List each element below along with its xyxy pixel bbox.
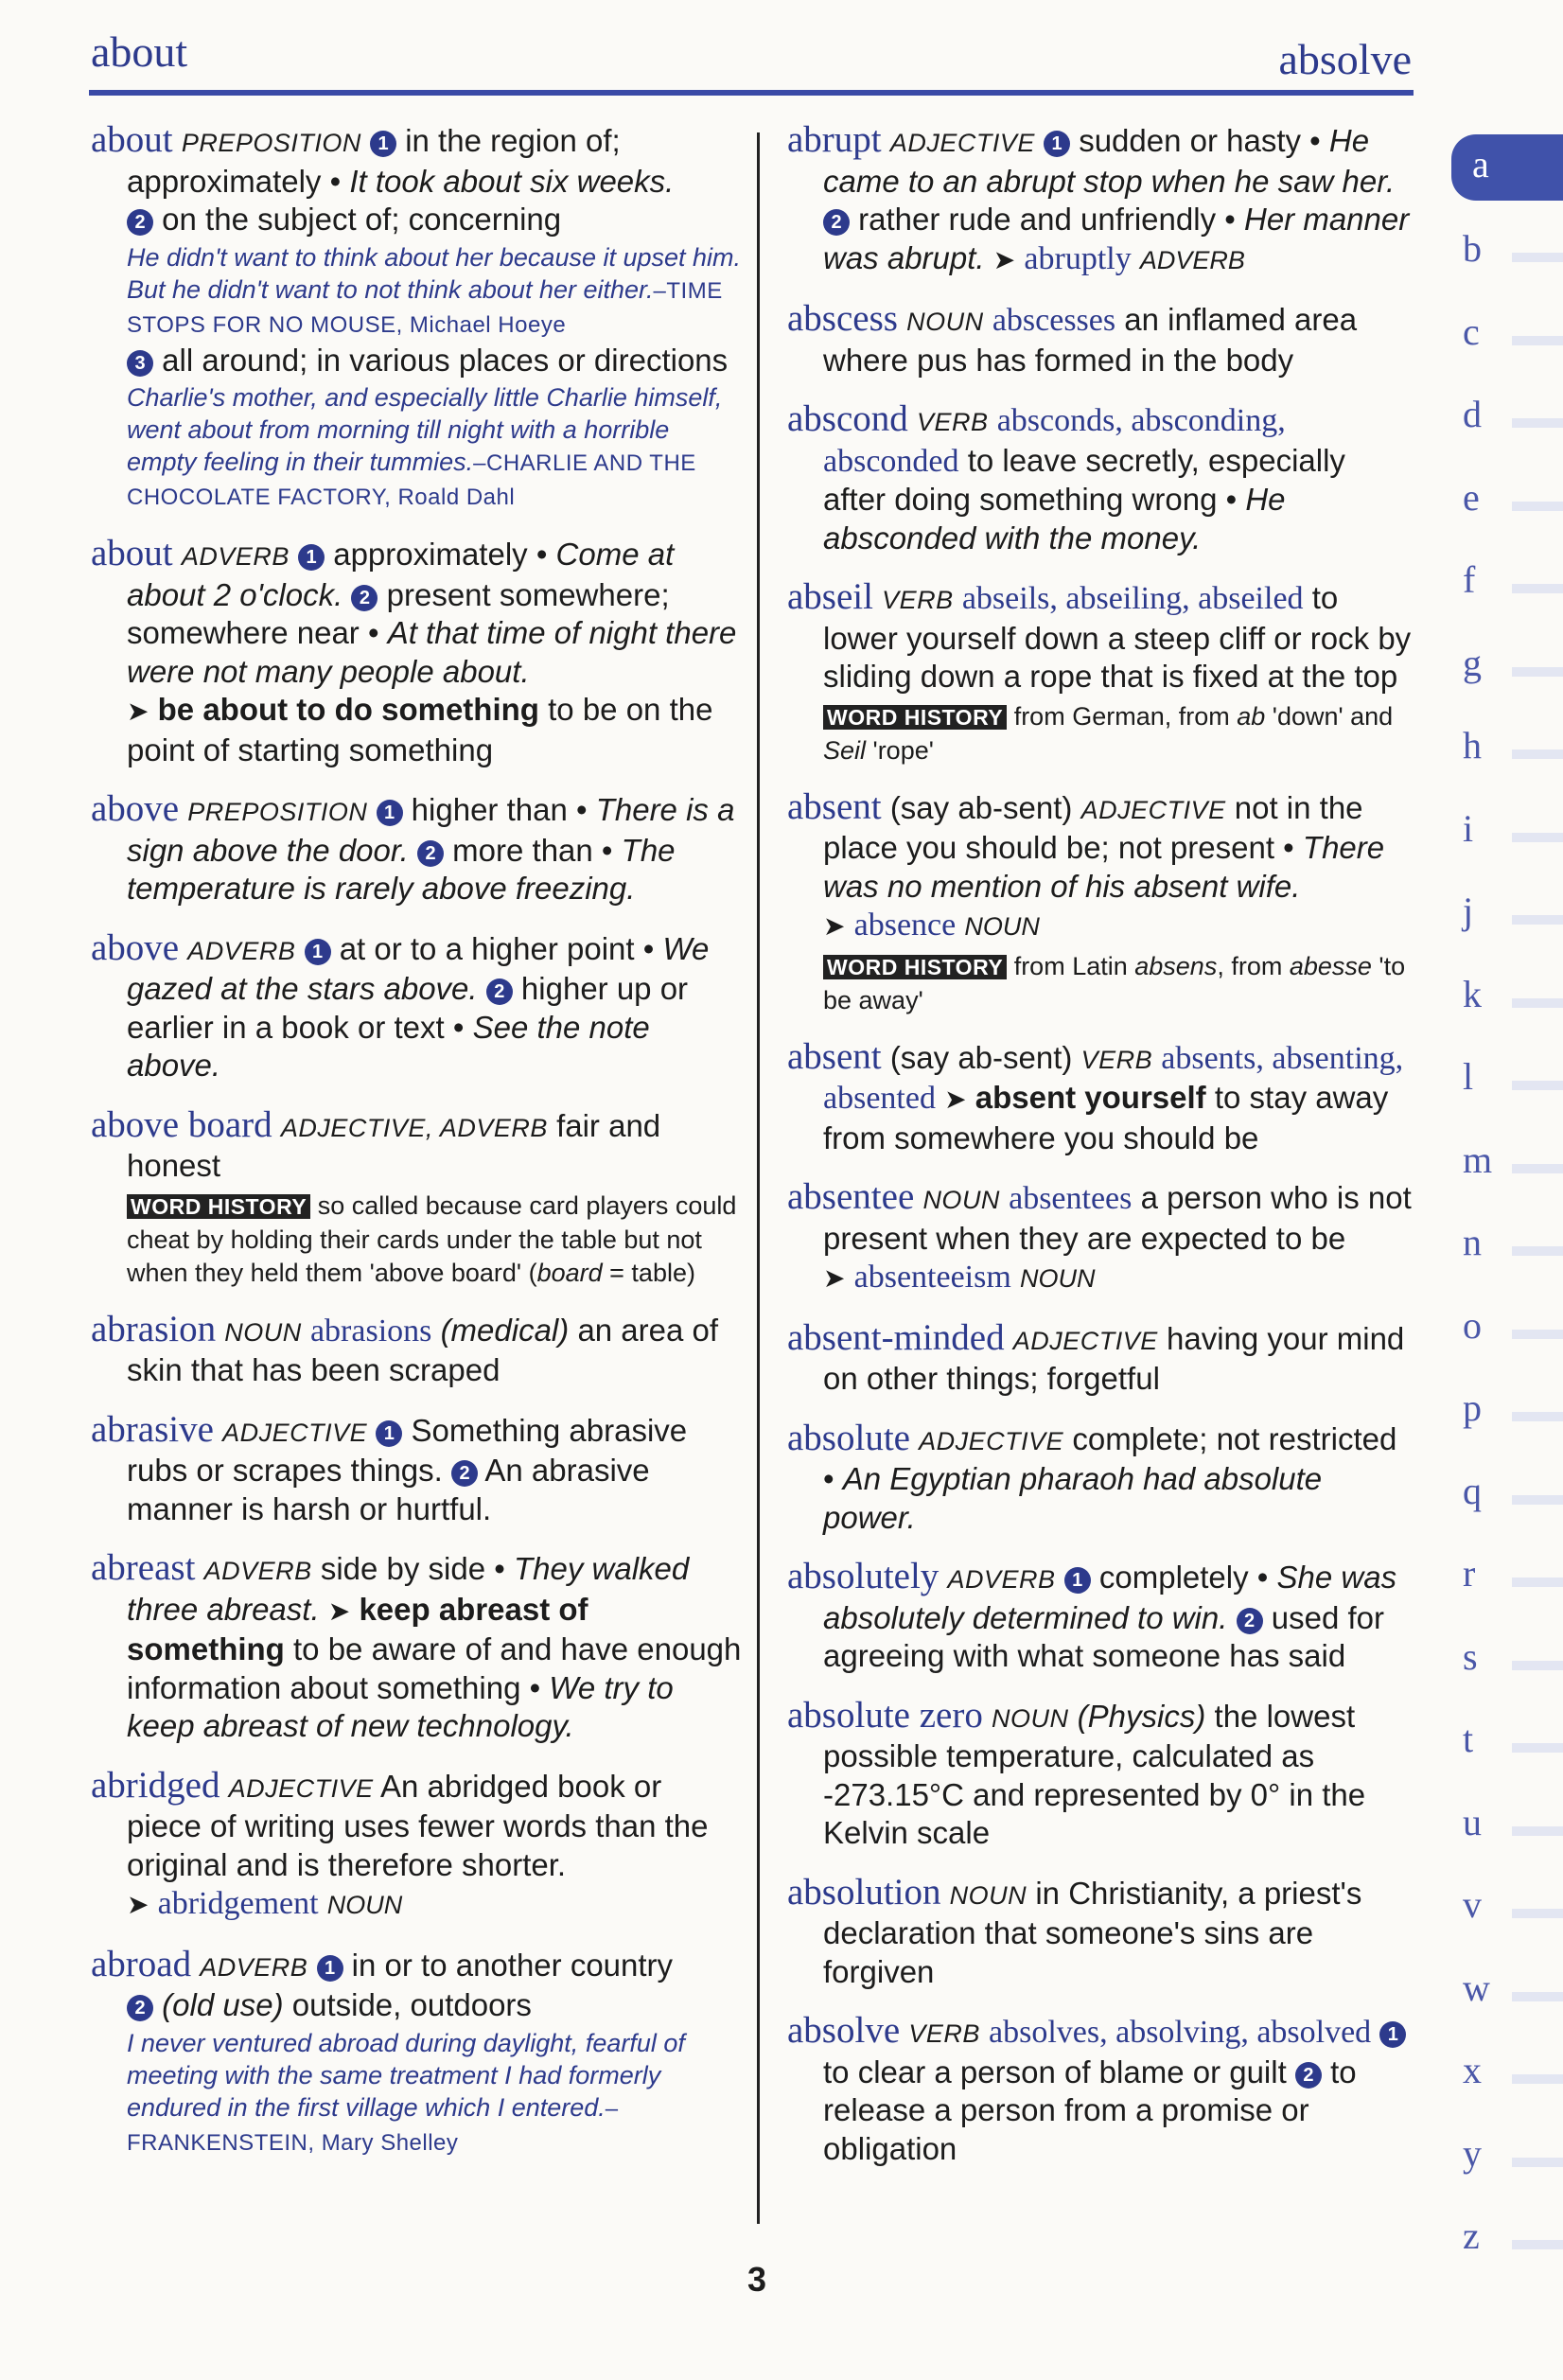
sense-number-1: 1 (1044, 131, 1070, 157)
tab-r[interactable] (1451, 1542, 1563, 1625)
part-of-speech: NOUN (922, 1186, 1000, 1214)
definition: complete; not restricted • (823, 1420, 1397, 1496)
literary-quote (127, 2027, 744, 2160)
tab-stripe (1512, 749, 1563, 759)
tab-stripe (1512, 584, 1563, 593)
derivative-line (823, 1258, 1412, 1298)
tab-k[interactable] (1451, 962, 1563, 1046)
derivative-pos: NOUN (1019, 1264, 1096, 1293)
part-of-speech: ADJECTIVE (222, 1418, 368, 1447)
tab-w[interactable] (1451, 1956, 1563, 2039)
sense-number-2: 2 (1295, 2062, 1322, 2089)
sense-1: to clear a person of blame or guilt (823, 2054, 1287, 2089)
sense-number-1: 1 (1064, 1567, 1091, 1594)
tab-stripe (1512, 253, 1563, 262)
sense-1: completely • (1098, 1560, 1269, 1595)
phrase: be about to do something (157, 692, 539, 727)
tab-stripe (1512, 1743, 1563, 1753)
part-of-speech: ADVERB (203, 1557, 312, 1585)
example: He absconded with the money. (823, 482, 1286, 555)
tab-stripe (1512, 1992, 1563, 2001)
part-of-speech: VERB (882, 586, 954, 614)
sense-2: more than • (452, 832, 613, 868)
headword: absolve (787, 2010, 901, 2051)
sense-3-line (127, 342, 744, 380)
word-history-italic: Seil (823, 735, 867, 765)
tab-stripe (1512, 1412, 1563, 1421)
headword: absent (787, 1035, 882, 1077)
tab-letter: b (1463, 227, 1482, 270)
sense-number-1: 1 (317, 1955, 343, 1982)
tab-stripe (1512, 418, 1563, 428)
tab-letter: y (1463, 2131, 1482, 2175)
column-divider (757, 132, 760, 2224)
entry-absolutely (787, 1558, 1412, 1676)
sense-1: higher than • (411, 792, 588, 827)
example: We gazed at the stars above. (127, 930, 710, 1006)
tab-letter: x (1463, 2049, 1482, 2091)
quote-text: I never ventured abroad during daylight, fearful of meeting with the same treatment I had formerly endured in the first village which I entered. (127, 2028, 685, 2122)
derivative-pos: NOUN (326, 1891, 403, 1919)
phrase: keep abreast of something (127, 1591, 588, 1666)
headword: absent (787, 785, 882, 827)
guide-word-right: absolve (1278, 35, 1412, 83)
arrow-icon: ➤ (992, 244, 1016, 274)
phrase: absent yourself (975, 1080, 1206, 1115)
tab-letter: h (1463, 724, 1482, 767)
sense-3: all around; in various places or directions (162, 342, 729, 378)
usage-label: (old use) (162, 1987, 284, 2022)
tab-stripe (1512, 1495, 1563, 1505)
header-rule (89, 90, 1414, 96)
sense-1: sudden or hasty • (1079, 123, 1321, 158)
tab-letter: j (1463, 890, 1474, 932)
sense-1: at or to a higher point • (339, 930, 655, 966)
part-of-speech: ADJECTIVE (919, 1426, 1064, 1455)
part-of-speech: NOUN (224, 1317, 302, 1347)
sense-number-2: 2 (1237, 1608, 1263, 1634)
tab-stripe (1512, 1661, 1563, 1670)
part-of-speech: NOUN (949, 1880, 1027, 1910)
tab-stripe (1512, 1330, 1563, 1339)
sense-number-2: 2 (451, 1460, 478, 1487)
tab-letter: w (1463, 1966, 1490, 2009)
entry-absentee (787, 1178, 1412, 1298)
entry-abrupt (787, 121, 1412, 279)
tab-b[interactable] (1451, 217, 1563, 300)
quote-text: He didn't want to think about her because it upset him. But he didn't want to not think about her either. (127, 242, 742, 304)
example: Her manner was abrupt. (823, 202, 1410, 275)
sense-2-line (127, 201, 744, 239)
headword: about (91, 119, 173, 160)
inflections: abseils, abseiling, abseiled (961, 581, 1304, 616)
sense-number-2: 2 (417, 840, 444, 867)
example: At that time of night there were not many people about. (127, 615, 737, 689)
tab-letter: r (1463, 1552, 1476, 1595)
word-history-text: so called because card players could cheat by holding their cards under the table but not when they held them 'above board' ( (127, 1190, 737, 1287)
tab-c[interactable] (1451, 300, 1563, 383)
phrase-definition: to be on the point of starting something (127, 692, 713, 767)
tab-letter: c (1463, 309, 1480, 353)
headword: above (91, 926, 180, 968)
entry-abridged (91, 1764, 744, 1925)
tab-stripe (1512, 667, 1563, 677)
word-history-text: , from (1217, 951, 1290, 980)
part-of-speech: ADVERB (181, 542, 290, 571)
tab-stripe (1512, 2074, 1563, 2084)
example: We try to keep abreast of new technology. (127, 1669, 674, 1743)
sense-2: used for agreeing with what someone has said (823, 1599, 1384, 1673)
word-history-italic: board (536, 1258, 603, 1287)
tab-letter: i (1463, 806, 1474, 850)
tab-letter: a (1472, 143, 1489, 185)
tab-letter: g (1463, 641, 1482, 684)
phrase-line (127, 691, 744, 769)
definition: a person who is not present when they are expected to be (823, 1180, 1412, 1256)
tab-y[interactable] (1451, 2122, 1563, 2205)
word-history-label: WORD HISTORY (823, 955, 1007, 979)
guide-word-left: about (91, 27, 188, 76)
phrase-definition: to stay away from somewhere you should be (823, 1080, 1389, 1155)
headword: absolution (787, 1871, 941, 1913)
sense-number-2: 2 (823, 209, 850, 236)
headword: abrasion (91, 1308, 217, 1349)
example: See the note above. (127, 1009, 650, 1083)
part-of-speech: ADVERB (200, 1952, 308, 1982)
tab-stripe (1512, 1909, 1563, 1918)
part-of-speech: ADJECTIVE (1012, 1326, 1158, 1355)
arrow-icon: ➤ (823, 911, 846, 941)
headword: abridged (91, 1764, 220, 1806)
sense-2: rather rude and unfriendly • (858, 202, 1236, 237)
quote-source: –CHARLIE AND THE CHOCOLATE FACTORY, Roald Dahl (127, 450, 696, 510)
sense-number-1: 1 (305, 939, 331, 965)
tab-letter: v (1463, 1883, 1482, 1926)
part-of-speech: VERB (916, 408, 989, 436)
tab-letter: t (1463, 1718, 1474, 1760)
sense-1: in the region of; approximately • (127, 123, 621, 199)
quote-text: Charlie's mother, and especially little Charlie himself, went about from morning till night with a horrible empty feeling in their tummies. (127, 383, 723, 476)
word-history-text: 'to be away' (823, 951, 1406, 1014)
tab-stripe (1512, 1164, 1563, 1173)
definition: side by side • (320, 1551, 505, 1586)
sense-number-2: 2 (127, 1995, 153, 2021)
tab-stripe (1512, 833, 1563, 842)
inflections: absentees (1009, 1181, 1133, 1216)
headword: abreast (91, 1547, 196, 1588)
tab-stripe (1512, 1578, 1563, 1587)
derivative-pos: NOUN (964, 912, 1040, 941)
part-of-speech: ADJECTIVE (1080, 795, 1226, 824)
example: She was absolutely determined to win. (823, 1560, 1397, 1635)
definition: to lower yourself down a steep cliff or rock by sliding down a rope that is fixed at the top (823, 580, 1412, 694)
example: There is a sign above the door. (127, 792, 735, 868)
sense-number-3: 3 (127, 350, 153, 377)
tab-g[interactable] (1451, 631, 1563, 714)
sense-2: on the subject of; concerning (162, 202, 562, 237)
phrase-definition: to be aware of and have enough information about something • (127, 1631, 742, 1705)
inflections: absents, absenting, absented (823, 1040, 1404, 1116)
sense-2: outside, outdoors (291, 1987, 532, 2022)
entry-abreast (91, 1549, 744, 1746)
inflections: absolves, absolving, absolved (989, 2015, 1372, 2050)
arrow-icon: ➤ (327, 1595, 351, 1626)
tab-stripe (1512, 2158, 1563, 2167)
quote-source: –TIME STOPS FOR NO MOUSE, Michael Hoeye (127, 277, 723, 338)
right-column (787, 121, 1412, 2189)
part-of-speech: PREPOSITION (187, 798, 368, 826)
entry-absent-adjective (787, 785, 1412, 1017)
definition: having your mind on other things; forgetful (823, 1320, 1405, 1396)
headword: about (91, 533, 173, 573)
word-history-text: = table) (602, 1258, 695, 1287)
part-of-speech: ADVERB (947, 1565, 1056, 1594)
tab-stripe (1512, 1826, 1563, 1836)
derivative-line (823, 906, 1412, 946)
entry-absolute-zero (787, 1694, 1412, 1853)
tab-n[interactable] (1451, 1210, 1563, 1294)
tab-letter: u (1463, 1800, 1482, 1843)
tab-v[interactable] (1451, 1873, 1563, 1956)
headword: above board (91, 1103, 272, 1145)
entry-abrasion (91, 1308, 744, 1390)
inflections: absconds, absconding, absconded (823, 403, 1286, 479)
part-of-speech: VERB (908, 2019, 980, 2048)
part-of-speech: ADJECTIVE (889, 129, 1035, 157)
headword: abscond (787, 398, 908, 439)
tab-f[interactable] (1451, 548, 1563, 631)
headword: above (91, 788, 180, 829)
sense-2: to release a person from a promise or obligation (823, 2054, 1357, 2166)
tab-e[interactable] (1451, 466, 1563, 549)
arrow-icon: ➤ (127, 696, 149, 726)
tab-d[interactable] (1451, 382, 1563, 466)
word-history-label: WORD HISTORY (823, 705, 1007, 730)
tab-a[interactable] (1451, 134, 1563, 201)
tab-x[interactable] (1451, 2038, 1563, 2122)
definition: in Christianity, a priest's declaration that someone's sins are forgiven (823, 1875, 1362, 1989)
tab-letter: p (1463, 1386, 1482, 1429)
usage-label: (Physics) (1077, 1698, 1206, 1734)
tab-stripe (1512, 915, 1563, 925)
headword: abscess (787, 298, 898, 339)
tab-letter: s (1463, 1634, 1478, 1678)
tab-z[interactable] (1451, 2204, 1563, 2287)
entry-abseil (787, 578, 1412, 767)
tab-letter: l (1463, 1055, 1474, 1098)
page-number: 3 (747, 2260, 767, 2299)
headword: abrasive (91, 1408, 214, 1450)
tab-s[interactable] (1451, 1625, 1563, 1708)
entry-absent-minded (787, 1316, 1412, 1399)
sense-2-line (127, 1986, 744, 2025)
entry-absolution (787, 1871, 1412, 1992)
part-of-speech: VERB (1080, 1045, 1153, 1074)
word-history-text: 'rope' (866, 735, 934, 765)
tab-j[interactable] (1451, 879, 1563, 962)
headword: absentee (787, 1176, 915, 1217)
example: An Egyptian pharaoh had absolute power. (823, 1461, 1323, 1535)
tab-stripe (1512, 2240, 1563, 2249)
tab-letter: m (1463, 1137, 1493, 1181)
headword: absolute (787, 1417, 910, 1458)
entry-abscess (787, 300, 1412, 379)
tab-stripe (1512, 998, 1563, 1008)
tab-letter: f (1463, 558, 1476, 601)
alphabet-tabs (1451, 131, 1563, 2287)
definition: not in the place you should be; not present • (823, 789, 1363, 865)
tab-m[interactable] (1451, 1128, 1563, 1211)
entry-above-board (91, 1103, 744, 1290)
sense-number-2: 2 (486, 978, 513, 1005)
definition: to leave secretly, especially after doing something wrong • (823, 442, 1345, 517)
part-of-speech: ADJECTIVE (228, 1773, 374, 1803)
tab-o[interactable] (1451, 1294, 1563, 1377)
literary-quote (127, 241, 744, 342)
tab-letter: k (1463, 972, 1482, 1015)
tab-i[interactable] (1451, 797, 1563, 880)
sense-1: Something abrasive rubs or scrapes things. (127, 1412, 688, 1488)
arrow-icon: ➤ (823, 1263, 846, 1293)
entry-absent-verb (787, 1035, 1412, 1158)
derivative-line (127, 1884, 744, 1925)
headword: abrupt (787, 119, 882, 160)
arrow-icon: ➤ (944, 1084, 967, 1114)
part-of-speech: ADJECTIVE, ADVERB (280, 1113, 548, 1142)
derivative: absence (853, 908, 957, 943)
sense-number-1: 1 (1379, 2021, 1406, 2048)
headword: abroad (91, 1943, 192, 1984)
entry-abrasive (91, 1408, 744, 1529)
part-of-speech: ADVERB (187, 936, 296, 965)
word-history-italic: abesse (1289, 951, 1372, 980)
entry-abroad (91, 1943, 744, 2160)
headword: absent-minded (787, 1316, 1005, 1358)
tab-letter: n (1463, 1221, 1482, 1263)
sense-1: in or to another country (351, 1947, 674, 1983)
tab-l[interactable] (1451, 1045, 1563, 1128)
word-history (127, 1190, 744, 1290)
tab-stripe (1512, 336, 1563, 345)
word-history-label: WORD HISTORY (127, 1194, 310, 1219)
tab-letter: z (1463, 2214, 1480, 2257)
tab-u[interactable] (1451, 1790, 1563, 1874)
definition: An abridged book or piece of writing uses fewer words than the original and is therefore shorter. (127, 1768, 709, 1882)
entry-absolute (787, 1419, 1412, 1538)
word-history (823, 950, 1412, 1017)
entry-about-adverb (91, 535, 744, 769)
sense-2: An abrasive manner is harsh or hurtful. (127, 1453, 650, 1526)
sense-number-1: 1 (376, 1420, 402, 1447)
part-of-speech: NOUN (906, 308, 984, 336)
word-history (823, 700, 1412, 767)
example: Come at about 2 o'clock. (127, 537, 675, 612)
entry-above-adverb (91, 926, 744, 1085)
literary-quote (127, 381, 744, 514)
tab-stripe (1512, 1246, 1563, 1256)
example: The temperature is rarely above freezing. (127, 832, 676, 906)
sense-number-2: 2 (351, 585, 378, 611)
definition: an area of skin that has been scraped (127, 1312, 719, 1387)
derivative-pos: ADVERB (1139, 245, 1245, 274)
derivative: absenteeism (853, 1260, 1011, 1295)
sense-number-1: 1 (370, 131, 396, 157)
tab-h[interactable] (1451, 714, 1563, 797)
tab-stripe (1512, 1081, 1563, 1090)
definition: the lowest possible temperature, calculated as -273.15°C and represented by 0° in the Kelvin scale (823, 1698, 1366, 1850)
tab-letter: o (1463, 1303, 1482, 1347)
example: He came to an abrupt stop when he saw her. (823, 123, 1396, 199)
part-of-speech: NOUN (992, 1703, 1069, 1733)
entry-about-preposition (91, 121, 744, 514)
sense-1: approximately • (333, 537, 548, 572)
word-history-text: from Latin (1013, 951, 1135, 980)
tab-letter: e (1463, 475, 1480, 519)
sense-2: present somewhere; somewhere near • (127, 576, 670, 650)
sense-number-1: 1 (377, 800, 403, 826)
usage-label: (medical) (440, 1312, 570, 1348)
word-history-text: 'down' and (1265, 701, 1394, 731)
entry-absolve (787, 2012, 1412, 2168)
tab-p[interactable] (1451, 1376, 1563, 1459)
example: They walked three abreast. (127, 1551, 690, 1627)
definition: an inflamed area where pus has formed in the body (823, 302, 1358, 378)
tab-stripe (1512, 502, 1563, 511)
headword: abseil (787, 576, 873, 617)
word-history-italic: ab (1237, 701, 1266, 731)
example: It took about six weeks. (349, 163, 675, 199)
sense-2: higher up or earlier in a book or text • (127, 971, 689, 1045)
sense-number-2: 2 (127, 209, 153, 236)
pronunciation: (say ab-sent) (889, 1039, 1073, 1075)
entry-abscond (787, 400, 1412, 557)
arrow-icon: ➤ (127, 1890, 149, 1919)
derivative: abruptly (1024, 240, 1132, 276)
inflections: abscesses (992, 303, 1116, 338)
headword: absolutely (787, 1556, 940, 1596)
tab-t[interactable] (1451, 1707, 1563, 1790)
sense-number-1: 1 (298, 544, 325, 571)
left-column (91, 121, 744, 2180)
definition: fair and honest (127, 1107, 661, 1183)
example: There was no mention of his absent wife. (823, 830, 1385, 904)
tab-letter: q (1463, 1469, 1482, 1512)
part-of-speech: PREPOSITION (181, 129, 361, 157)
headword: absolute zero (787, 1694, 983, 1736)
word-history-text: from German, from (1013, 701, 1238, 731)
tab-letter: d (1463, 393, 1482, 435)
word-history-italic: absens (1134, 951, 1218, 980)
pronunciation: (say ab-sent) (889, 789, 1073, 825)
quote-source: –FRANKENSTEIN, Mary Shelley (127, 2095, 619, 2156)
derivative: abridgement (157, 1886, 319, 1921)
tab-q[interactable] (1451, 1459, 1563, 1543)
entry-above-preposition (91, 790, 744, 908)
inflections: abrasions (309, 1313, 432, 1349)
